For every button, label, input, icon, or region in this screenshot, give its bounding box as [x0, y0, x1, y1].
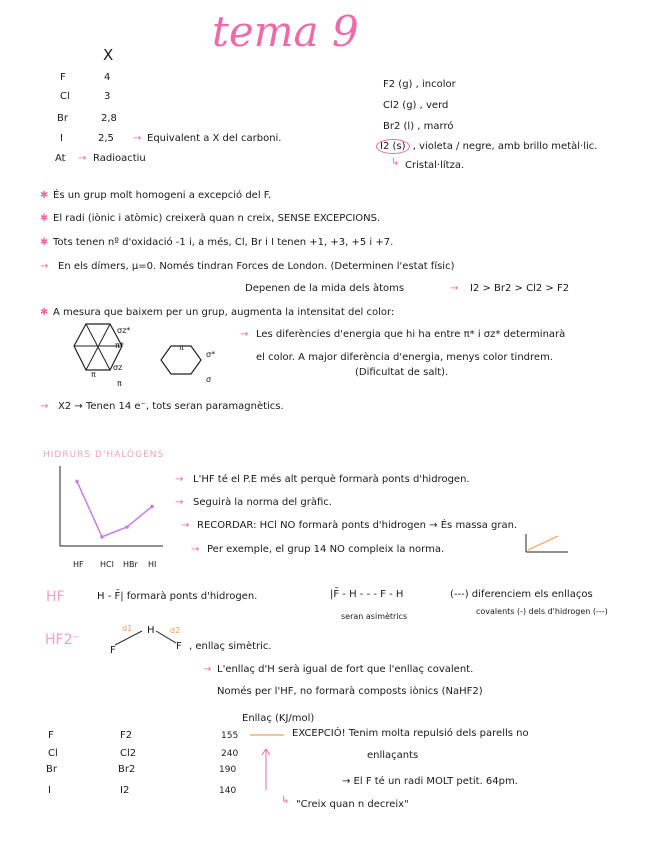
- bullet-text: En els dímers, μ=0. Només tindran Forces de London. (Determinen l'estat físic): [58, 261, 455, 272]
- hf-bond: |F̄ - H - - - F - H: [330, 589, 404, 600]
- bullet-text: X2 → Tenen 14 e⁻, tots seran paramagnètics.: [58, 401, 284, 412]
- bullet-text: (Dificultat de salt).: [355, 367, 449, 378]
- energy-atom: I: [48, 785, 51, 796]
- arrow-icon: →: [240, 329, 249, 340]
- orbital-label: σz: [113, 363, 123, 372]
- x-tick-label: HBr: [123, 560, 138, 569]
- atom-f: F: [176, 641, 182, 652]
- hf2-label: HF2⁻: [45, 632, 80, 648]
- en-symbol: At: [55, 153, 66, 164]
- energy-value: 190: [219, 765, 237, 775]
- arrow-icon: ↳: [281, 795, 290, 806]
- bullet-text: el color. A major diferència d'energia, menys color tindrem.: [256, 352, 553, 363]
- arrow-icon: →: [40, 401, 49, 412]
- hf-bond-note: (---) diferenciem els enllaços: [450, 589, 593, 600]
- hf-asym-note: seran asimètrics: [341, 612, 408, 621]
- hydrides-heading: HIDRURS D'HALÒGENS: [43, 450, 165, 460]
- energy-molecule: F2: [120, 730, 133, 741]
- en-symbol: Br: [57, 113, 68, 124]
- distance-label: d1: [122, 624, 133, 633]
- hf-line: H - F̄| formarà ponts d'hidrogen.: [97, 591, 258, 602]
- orbital-label: π: [117, 379, 122, 388]
- bullet-text: És un grup molt homogeni a excepció del F.: [53, 190, 272, 201]
- energy-note: → El F té un radi MOLT petit. 64pm.: [342, 776, 518, 787]
- en-symbol: I: [60, 133, 63, 144]
- bullet-text: Depenen de la mida dels àtoms: [245, 283, 405, 294]
- orbital-label: σz*: [117, 326, 131, 335]
- bullet-text: A mesura que baixem per un grup, augmenta la intensitat del color:: [53, 307, 395, 318]
- x-tick-label: HI: [148, 560, 157, 569]
- hf2-bonds: [110, 625, 190, 650]
- orbital-label: σ*: [206, 350, 216, 359]
- series-line: [77, 481, 152, 536]
- arrow-icon: →: [203, 664, 212, 675]
- state-desc: Cristal·lítza.: [405, 160, 465, 171]
- bullet-star-icon: ✱: [40, 307, 49, 318]
- energy-quote: "Creix quan n decreix": [296, 799, 409, 810]
- en-value: 3: [104, 91, 111, 102]
- energy-header: Enllaç (KJ/mol): [242, 713, 315, 724]
- arrow-icon: →: [191, 544, 200, 555]
- arrow-icon: →: [175, 497, 184, 508]
- en-symbol: F: [60, 72, 66, 83]
- hf2-desc: , enllaç simètric.: [189, 641, 272, 652]
- x-tick-label: HCl: [100, 560, 114, 569]
- energy-molecule: Br2: [118, 764, 136, 775]
- state-formula: Cl2 (g): [383, 100, 417, 111]
- en-value: 4: [104, 72, 111, 83]
- arrow-icon: →: [181, 520, 190, 531]
- arrow-icon: →: [78, 153, 87, 164]
- state-desc: , violeta / negre, amb brillo metàl·lic.: [412, 141, 598, 152]
- bullet-text: Les diferències d'energia que hi ha entre π* i σz* determinarà: [256, 329, 566, 340]
- energy-value: 140: [219, 786, 237, 796]
- data-point-hbr: [125, 525, 129, 529]
- data-point-hf: [75, 480, 79, 484]
- energy-arrows: [248, 728, 288, 798]
- arrow-icon: →: [40, 261, 49, 272]
- orbital-label: π*: [115, 341, 124, 350]
- orbital-label: σ: [206, 375, 212, 384]
- distance-label: d2: [170, 626, 181, 635]
- energy-value: 240: [221, 749, 239, 759]
- en-note: Radioactiu: [93, 153, 146, 164]
- hf2-note: L'enllaç d'H serà igual de fort que l'enllaç covalent.: [217, 664, 474, 675]
- data-point-hi: [150, 505, 154, 509]
- state-formula: Br2 (l): [383, 121, 415, 132]
- exception-text: EXCEPCIÓ! Tenim molta repulsió dels parells no: [292, 728, 529, 739]
- hf-label: HF: [46, 589, 65, 605]
- data-point-hcl: [100, 535, 104, 539]
- bullet-text: El radi (iònic i atòmic) creixerà quan n creix, SENSE EXCEPCIONS.: [53, 213, 381, 224]
- bullet-star-icon: ✱: [40, 237, 49, 248]
- arrow-icon: ↳: [391, 157, 400, 168]
- bullet-text: Tots tenen nº d'oxidació -1 i, a més, Cl, Br i I tenen +1, +3, +5 i +7.: [53, 237, 394, 248]
- en-symbol: Cl: [60, 91, 70, 102]
- arrow-icon: →: [133, 133, 142, 144]
- energy-molecule: Cl2: [120, 748, 137, 759]
- hydride-note: L'HF té el P.E més alt perquè formarà ponts d'hidrogen.: [193, 474, 470, 485]
- atom-h: H: [147, 625, 155, 636]
- energy-atom: Br: [46, 764, 57, 775]
- hf2-note: Només per l'HF, no formarà composts iònics (NaHF2): [217, 686, 483, 697]
- energy-atom: F: [48, 730, 54, 741]
- state-desc: , incolor: [415, 79, 456, 90]
- hydride-chart: [55, 466, 165, 556]
- electronegativity-header: X: [103, 46, 114, 64]
- arrow-icon: →: [450, 283, 459, 294]
- en-note: Equivalent a X del carboni.: [147, 133, 282, 144]
- en-value: 2,8: [101, 113, 117, 124]
- bullet-star-icon: ✱: [40, 190, 49, 201]
- bullet-star-icon: ✱: [40, 213, 49, 224]
- mini-graph-icon: [522, 532, 570, 554]
- state-desc: , verd: [419, 100, 449, 111]
- orbital-label: π: [91, 370, 96, 379]
- en-value: 2,5: [98, 133, 114, 144]
- x-tick-label: HF: [73, 560, 84, 569]
- hydride-note: Seguirà la norma del gràfic.: [193, 497, 332, 508]
- energy-molecule: I2: [120, 785, 130, 796]
- hf-bond-note: covalents (-) dels d'hidrogen (---): [476, 607, 608, 616]
- state-desc: , marró: [417, 121, 454, 132]
- hydride-note: Per exemple, el grup 14 NO compleix la norma.: [207, 544, 445, 555]
- hydride-note: RECORDAR: HCl NO formarà ponts d'hidrogen → És massa gran.: [197, 520, 518, 531]
- state-formula: F2 (g): [383, 79, 413, 90]
- orbital-label: π: [179, 343, 184, 352]
- energy-value: 155: [221, 731, 239, 741]
- bullet-text: I2 > Br2 > Cl2 > F2: [470, 283, 570, 294]
- atom-f: F: [110, 645, 116, 656]
- energy-atom: Cl: [48, 748, 58, 759]
- state-formula: I2 (s): [376, 139, 410, 154]
- exception-text: enllaçants: [367, 750, 419, 761]
- page-title: tema 9: [212, 7, 359, 56]
- arrow-icon: →: [175, 474, 184, 485]
